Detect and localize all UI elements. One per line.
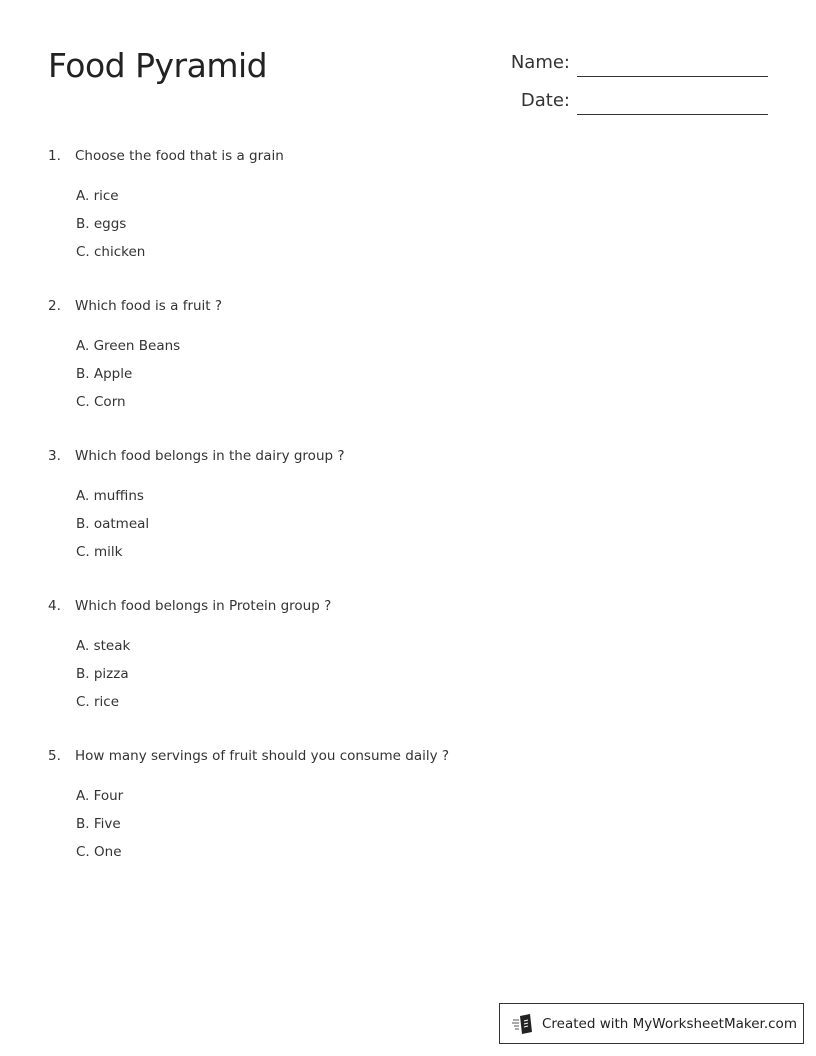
footer-text: Created with MyWorksheetMaker.com — [542, 1015, 797, 1032]
question-text: How many servings of fruit should you consume daily ? — [75, 748, 450, 764]
answer-option[interactable]: A. Green Beans — [76, 338, 181, 354]
question-number: 5. — [48, 748, 61, 764]
answer-option[interactable]: A. rice — [76, 188, 119, 204]
date-field[interactable] — [470, 90, 770, 120]
answer-option[interactable]: C. rice — [76, 694, 120, 710]
answer-option[interactable]: C. chicken — [76, 244, 146, 260]
question-number: 4. — [48, 598, 61, 614]
question-number: 1. — [48, 148, 61, 164]
name-line[interactable] — [577, 76, 768, 77]
answer-option[interactable]: B. pizza — [76, 666, 129, 682]
answer-option[interactable]: C. milk — [76, 544, 123, 560]
question-number: 2. — [48, 298, 61, 314]
date-label: Date: — [520, 90, 570, 111]
name-field[interactable] — [470, 52, 770, 82]
answer-option[interactable]: C. One — [76, 844, 122, 860]
answer-option[interactable]: A. Four — [76, 788, 124, 804]
question-number: 3. — [48, 448, 61, 464]
date-line[interactable] — [577, 114, 768, 115]
question-text: Choose the food that is a grain — [75, 148, 284, 164]
page-title: Food Pyramid — [48, 46, 268, 85]
answer-option[interactable]: B. Apple — [76, 366, 133, 382]
question-text: Which food is a fruit ? — [75, 298, 223, 314]
answer-option[interactable]: C. Corn — [76, 394, 126, 410]
answer-option[interactable]: B. oatmeal — [76, 516, 150, 532]
answer-option[interactable]: B. Five — [76, 816, 121, 832]
question-text: Which food belongs in the dairy group ? — [75, 448, 345, 464]
answer-option[interactable]: A. steak — [76, 638, 131, 654]
question-text: Which food belongs in Protein group ? — [75, 598, 332, 614]
footer-badge — [499, 1003, 804, 1044]
name-label: Name: — [510, 52, 570, 73]
worksheet-logo-icon — [512, 1013, 534, 1035]
answer-option[interactable]: B. eggs — [76, 216, 127, 232]
answer-option[interactable]: A. muffins — [76, 488, 144, 504]
